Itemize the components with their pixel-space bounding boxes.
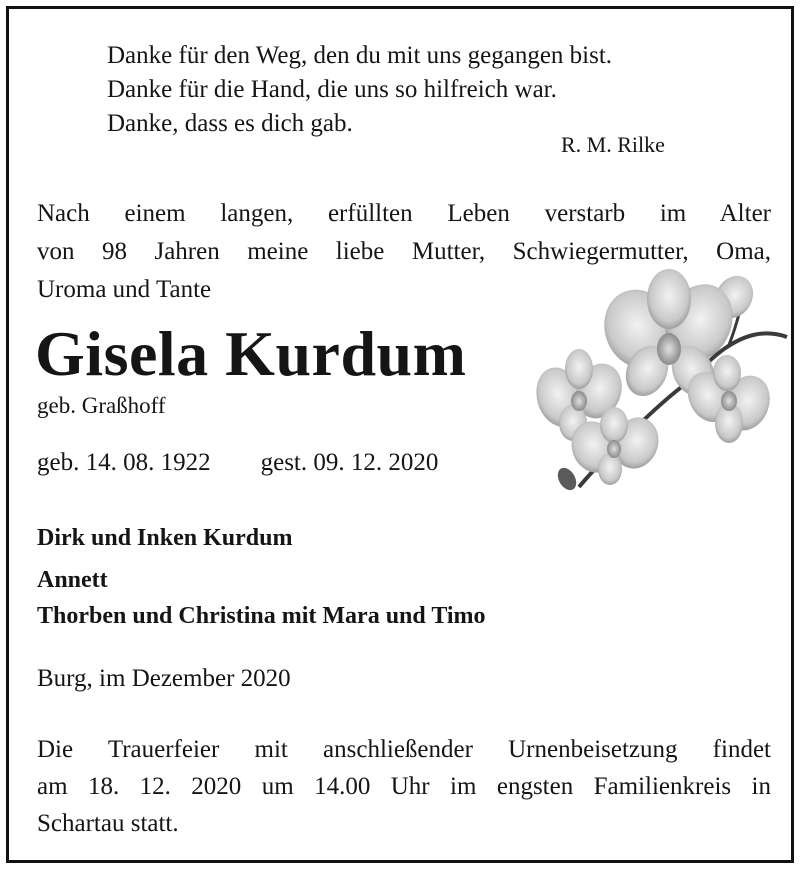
obituary-card	[6, 6, 794, 863]
mourner-3: Thorben und Christina mit Mara und Timo	[37, 603, 486, 629]
poem-author: R. M. Rilke	[561, 132, 665, 157]
maiden-name: geb. Graßhoff	[37, 393, 166, 418]
poem-line-1: Danke für den Weg, den du mit uns gegangen bist.	[107, 42, 613, 69]
notice-line-1: Die Trauerfeier mit anschließender Urnenbeisetzung findet	[37, 736, 771, 763]
intro-line-3: Uroma und Tante	[37, 276, 212, 303]
death-date: gest. 09. 12. 2020	[260, 449, 439, 476]
poem-line-3: Danke, dass es dich gab.	[107, 110, 353, 137]
intro-line-2: von 98 Jahren meine liebe Mutter, Schwiegermutter, Oma,	[37, 238, 771, 265]
notice-line-3: Schartau statt.	[37, 810, 179, 837]
mourner-2: Annett	[37, 567, 108, 593]
birth-date: geb. 14. 08. 1922	[37, 449, 211, 476]
notice-line-2: am 18. 12. 2020 um 14.00 Uhr im engsten Familienkreis in	[37, 773, 771, 800]
intro-line-1: Nach einem langen, erfüllten Leben verstarb im Alter	[37, 200, 771, 227]
mourner-1: Dirk und Inken Kurdum	[37, 525, 293, 551]
life-dates	[37, 449, 438, 477]
poem-line-2: Danke für die Hand, die uns so hilfreich war.	[107, 76, 557, 103]
place-date: Burg, im Dezember 2020	[37, 665, 291, 692]
funeral-notice	[37, 731, 771, 842]
deceased-name: Gisela Kurdum	[35, 318, 467, 389]
orchid-illustration	[529, 267, 789, 497]
